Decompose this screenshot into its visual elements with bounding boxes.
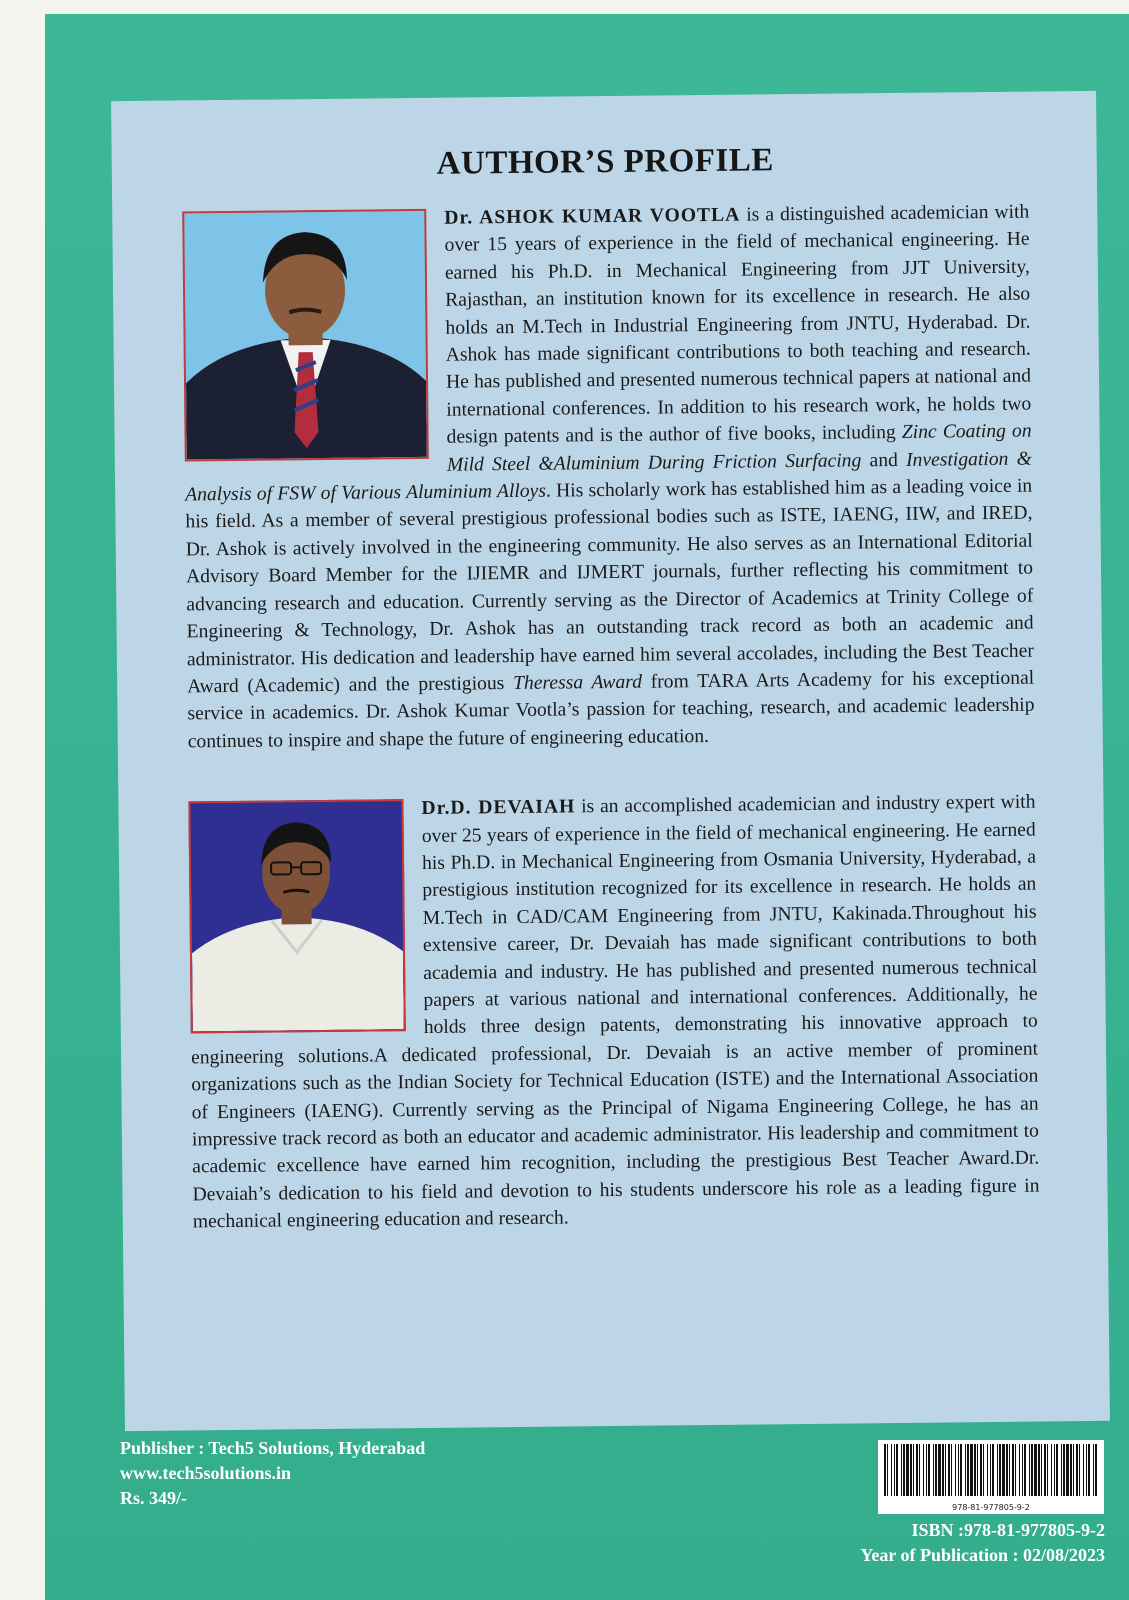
barcode-bars [878,1440,1104,1500]
publisher-website: www.tech5solutions.in [120,1463,292,1483]
publisher-line: Publisher : Tech5 Solutions, Hyderabad [120,1438,426,1458]
author1-book-1: Zinc Coating on Mild Steel &Aluminium During Friction Surfacing [446,420,1032,476]
author1-text-4: from TARA Arts Academy for his exceptional service in academics. Dr. Ashok Kumar Vootla’s passion for teaching, research, and academic leadership continues to inspire and shape the future of engineering education. [187,667,1035,753]
isbn: ISBN :978-81-977805-9-2 [911,1520,1105,1540]
author1-text-3: . His scholarly work has established him as a leading voice in his field. As a member of several prestigious professional bodies such as ISTE, IAENG, IIW, and IRED, Dr. Ashok is actively involved in the engineering community. He also serves as an International Editorial Advisory Board Member for the IJIEMR and IJMERT journals, further reflecting his commitment to advancing research and education. Currently serving as the Director of Academics at Trinity College of Engineering & Technology, Dr. Ashok has an outstanding track record as both an academic and administrator. His dedication and leadership have earned him several accolades, including the Best Teacher Award (Academic) and the prestigious [185,475,1034,698]
isbn-info [860,1518,1105,1568]
profile-panel [111,91,1110,1431]
author1-name: Dr. ASHOK KUMAR VOOTLA [444,204,741,229]
barcode-number: 978-81-977805-9-2 [952,1503,1030,1512]
author2-portrait-image [190,801,403,1031]
page-title: AUTHOR’S PROFILE [436,142,774,182]
author1-portrait-image [184,211,427,459]
author2-name: Dr.D. DEVAIAH [421,796,576,820]
publisher-info [120,1436,425,1511]
price: Rs. 349/- [120,1488,187,1508]
author1-photo [182,209,429,462]
author1-book-2: Investigation & Analysis of FSW of Various Aluminium Alloys [185,448,1032,506]
author1-text-1: is a distinguished academician with over 15 years of experience in the field of mechanical engineering. He earned his Ph.D. in Mechanical Engineering from JJT University, Rajasthan, an institution known for its excellence in research. He also holds an M.Tech in Industrial Engineering from JNTU, Hyderabad. Dr. Ashok has made significant contributions to both teaching and research. He has published and presented numerous technical papers at national and international conferences. In addition to his research work, he holds two design patents and is the author of five books, including [444,201,1032,448]
author2-text: is an accomplished academician and industry expert with over 25 years of experience in the field of mechanical engineering. He earned his Ph.D. in Mechanical Engineering from Osmania University, Hyderabad, a prestigious institution recognized for its excellence in research. He holds an M.Tech in CAD/CAM Engineering from JNTU, Kakinada.Throughout his extensive career, Dr. Devaiah has made significant contributions to both academia and industry. He has published and presented numerous technical papers at various national and international conferences. Additionally, he holds three design patents, demonstrating his innovative approach to engineering solutions.A dedicated professional, Dr. Devaiah is an active member of prominent organizations such as the Indian Society for Technical Education (ISTE) and the International Association of Engineers (IAENG). Currently serving as the Principal of Nigama Engineering College, he has an impressive track record as both an educator and academic administrator. His leadership and commitment to academic excellence have earned him recognition, including the prestigious Best Teacher Award.Dr. Devaiah’s dedication to his field and devotion to his students underscore his role as a leading figure in mechanical engineering education and research. [190,791,1040,1233]
author2-section [188,789,1040,1236]
barcode [878,1440,1104,1514]
author2-photo [188,799,405,1033]
year-of-publication: Year of Publication : 02/08/2023 [860,1545,1105,1565]
author1-award: Theressa Award [512,671,643,694]
author1-section [182,199,1035,756]
author1-text-2: and [861,449,907,472]
